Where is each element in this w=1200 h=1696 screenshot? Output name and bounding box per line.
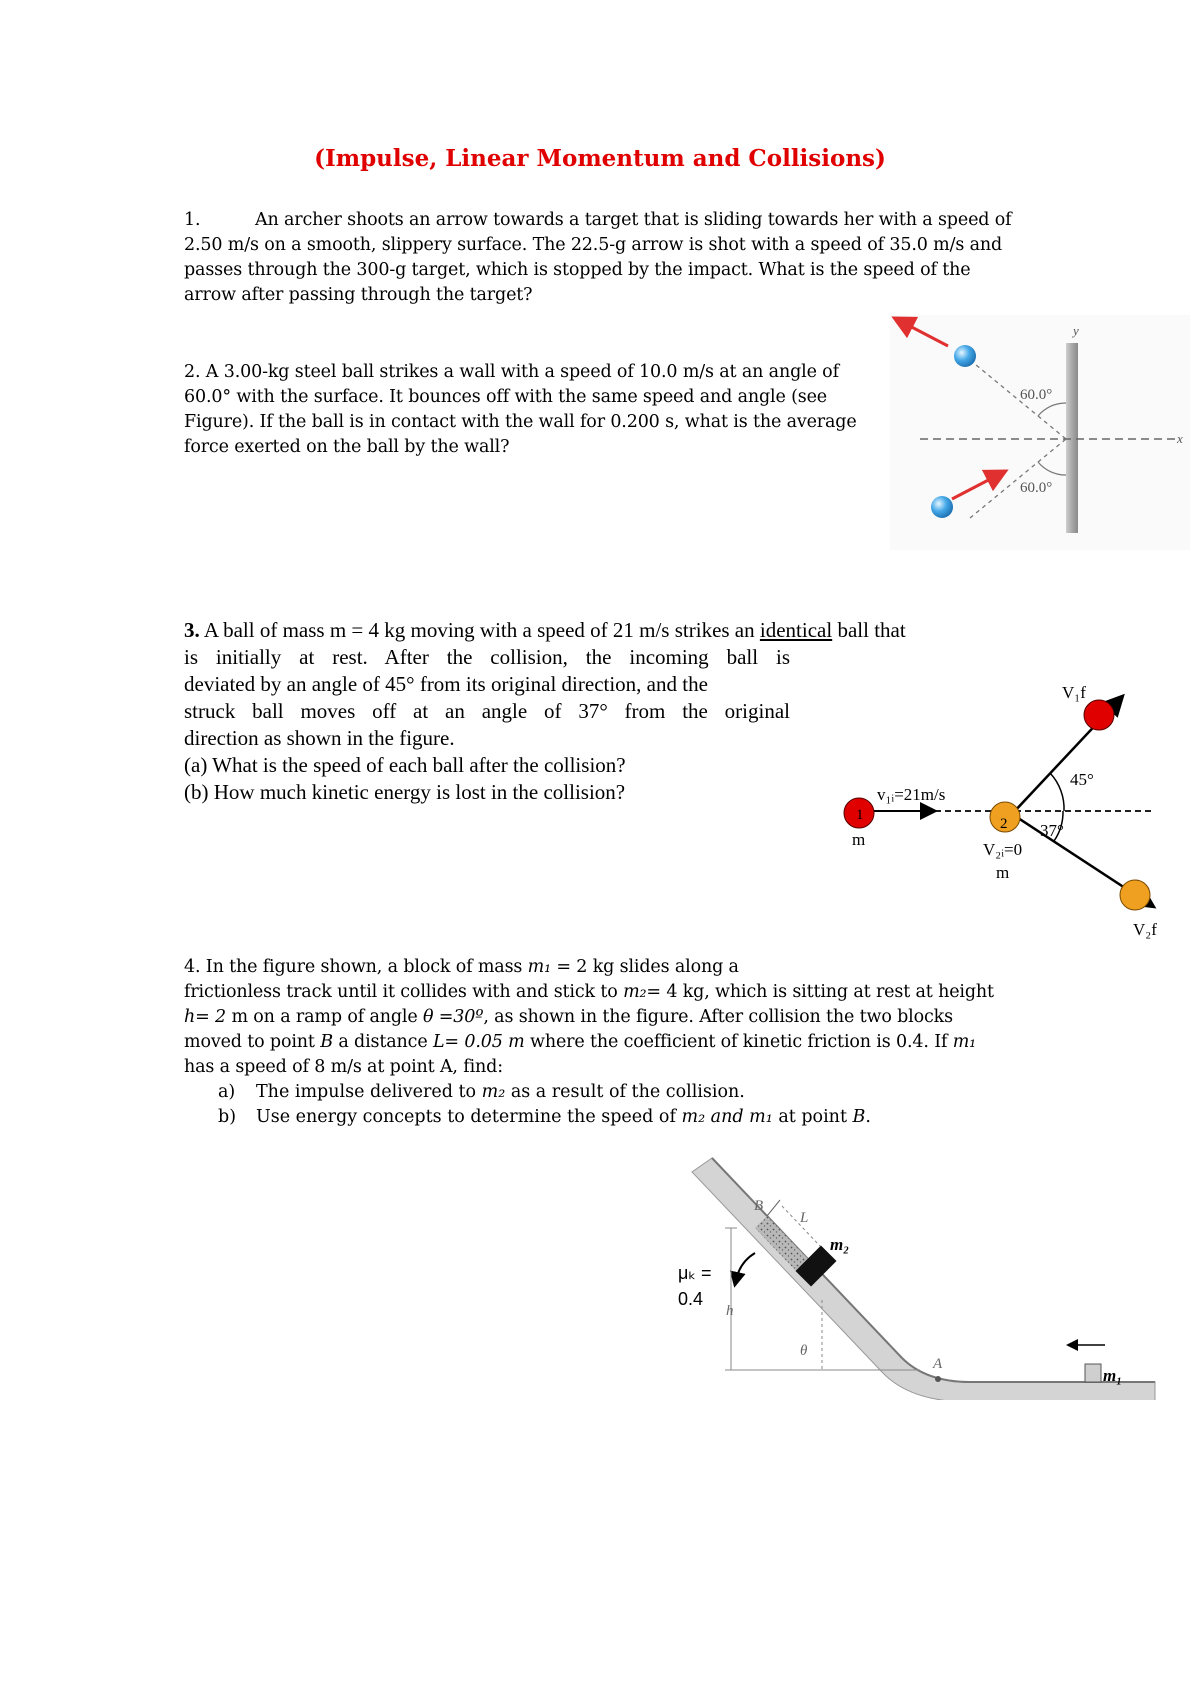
q4-line2-m2: m₂ xyxy=(623,982,647,1002)
q4-item-a-label: a) xyxy=(218,1082,236,1102)
q4-item-a xyxy=(256,1080,745,1105)
point-B-label: B xyxy=(754,1198,764,1214)
q3-line1-b: ball that xyxy=(832,618,906,642)
point-B-marker xyxy=(767,1200,780,1216)
q1-line4: arrow after passing through the target? xyxy=(184,285,533,305)
mu-value: 0.4 xyxy=(678,1289,704,1309)
v2i-label: V₂ᵢ=0 xyxy=(983,840,1023,859)
q4-item-a-text1: The impulse delivered to xyxy=(256,1082,482,1102)
distance-L-label: L xyxy=(800,1210,809,1226)
q3-line1-a: A ball of mass m = 4 kg moving with a speed of 21 m/s strikes an xyxy=(199,618,760,642)
q1-line1: An archer shoots an arrow towards a target that is sliding towards her with a speed of xyxy=(255,210,1012,230)
q2-line2: 60.0° with the surface. It bounces off with the same speed and angle (see xyxy=(184,387,828,407)
ball-incoming xyxy=(931,496,953,518)
v1i-label: v₁ᵢ=21m/s xyxy=(877,785,946,804)
wall xyxy=(1066,343,1078,533)
ball-2-label: 2 xyxy=(1000,816,1008,832)
q4-line3-b: , as shown in the figure. After collision the two blocks xyxy=(483,1007,953,1027)
q4-line1-b: = 2 kg slides along a xyxy=(550,957,739,977)
q4-line4-L: L= 0.05 m xyxy=(432,1032,525,1052)
q4-item-b-B: B xyxy=(852,1107,866,1127)
q4-item-b-masses: m₂ and m₁ xyxy=(681,1107,773,1127)
q3-line4: struck ball moves off at an angle of 37° from the original xyxy=(184,699,790,723)
ramp-surface xyxy=(712,1158,1155,1382)
ball-2-mass: m xyxy=(996,863,1010,882)
q4-line3-theta: θ =30º xyxy=(422,1007,484,1027)
q4-line1-a: 4. In the figure shown, a block of mass xyxy=(184,957,528,977)
ball-2-after xyxy=(1120,880,1150,910)
q3-line3: deviated by an angle of 45° from its original direction, and the xyxy=(184,672,708,696)
q4-line3 xyxy=(184,1005,953,1030)
ball-1-after xyxy=(1084,700,1114,730)
q4-line4-a: moved to point xyxy=(184,1032,321,1052)
q3-part-b: (b) How much kinetic energy is lost in the collision? xyxy=(184,780,626,804)
q4-ramp-figure xyxy=(670,1150,1160,1400)
y-axis-label: y xyxy=(1073,323,1079,338)
height-h-label: h xyxy=(726,1303,734,1319)
q4-line2-a: frictionless track until it collides with and stick to xyxy=(184,982,624,1002)
q4-item-a-text2: as a result of the collision. xyxy=(505,1082,745,1102)
ball-outgoing xyxy=(954,345,976,367)
friction-pointer-arrow xyxy=(736,1253,755,1280)
q3-number: 3. xyxy=(184,618,200,642)
angle-label-top: 60.0° xyxy=(1020,387,1053,403)
q4-line2 xyxy=(184,980,994,1005)
q3-line1 xyxy=(184,617,906,644)
q4-line2-b: = 4 kg, which is sitting at rest at height xyxy=(646,982,994,1002)
q4-line3-a: m on a ramp of angle xyxy=(226,1007,423,1027)
q3-line1-underlined: identical xyxy=(759,618,833,642)
q3-line2: is initially at rest. After the collision, the incoming ball is xyxy=(184,645,790,669)
q2-wall-figure xyxy=(890,315,1190,550)
q4-item-b-text1: Use energy concepts to determine the speed of xyxy=(256,1107,682,1127)
q4-line4-m1: m₁ xyxy=(952,1032,977,1052)
q1-number: 1. xyxy=(184,210,201,230)
x-axis-label: x xyxy=(1177,431,1183,446)
q4-line4-c: where the coefficient of kinetic friction is 0.4. If xyxy=(524,1032,953,1052)
block-m2-label: m₂ xyxy=(830,1235,850,1254)
block-m1 xyxy=(1085,1364,1101,1382)
point-A-label: A xyxy=(933,1356,943,1372)
q2-line1: 2. A 3.00-kg steel ball strikes a wall with a speed of 10.0 m/s at an angle of xyxy=(184,362,839,382)
q1-line3: passes through the 300-g target, which is stopped by the impact. What is the speed of the xyxy=(184,260,971,280)
ball-1-label: 1 xyxy=(856,807,864,823)
q4-item-a-m2: m₂ xyxy=(481,1082,506,1102)
q2-line4: force exerted on the ball by the wall? xyxy=(184,437,510,457)
mu-symbol: μₖ = xyxy=(678,1263,712,1283)
q4-item-b-label: b) xyxy=(218,1107,237,1127)
q4-line1 xyxy=(184,955,739,980)
q3-collision-figure xyxy=(830,670,1165,945)
q4-line5: has a speed of 8 m/s at point A, find: xyxy=(184,1057,503,1077)
point-A-dot xyxy=(935,1376,941,1382)
q2-line3: Figure). If the ball is in contact with the wall for 0.200 s, what is the average xyxy=(184,412,857,432)
q4-line4-b: a distance xyxy=(332,1032,433,1052)
v2f-label: V₂f xyxy=(1133,920,1157,939)
q4-line1-m1: m₁ xyxy=(527,957,551,977)
q4-line3-h: h= 2 xyxy=(184,1007,227,1027)
q4-item-b-text2: at point xyxy=(772,1107,853,1127)
v1f-label: V₁f xyxy=(1062,683,1086,702)
q4-line4-B: B xyxy=(320,1032,333,1052)
q3-part-a: (a) What is the speed of each ball after the collision? xyxy=(184,753,626,777)
block-m1-label: m₁ xyxy=(1103,1366,1123,1385)
q4-item-b-text3: . xyxy=(865,1107,871,1127)
q1-line2: 2.50 m/s on a smooth, slippery surface. The 22.5-g arrow is shot with a speed of 35.0 m/s and xyxy=(184,235,1003,255)
q3-line5: direction as shown in the figure. xyxy=(184,726,455,750)
page-title: (Impulse, Linear Momentum and Collisions) xyxy=(314,145,886,172)
ball-1-mass: m xyxy=(852,830,866,849)
q4-line4 xyxy=(184,1030,976,1055)
angle-label-bottom: 60.0° xyxy=(1020,480,1053,496)
angle-45-arc xyxy=(1050,773,1064,811)
friction-coefficient-label xyxy=(678,1260,712,1312)
theta-label: θ xyxy=(800,1343,808,1359)
angle-45-label: 45° xyxy=(1070,770,1094,789)
angle-37-label: 37° xyxy=(1040,821,1064,840)
q4-item-b xyxy=(256,1105,871,1130)
